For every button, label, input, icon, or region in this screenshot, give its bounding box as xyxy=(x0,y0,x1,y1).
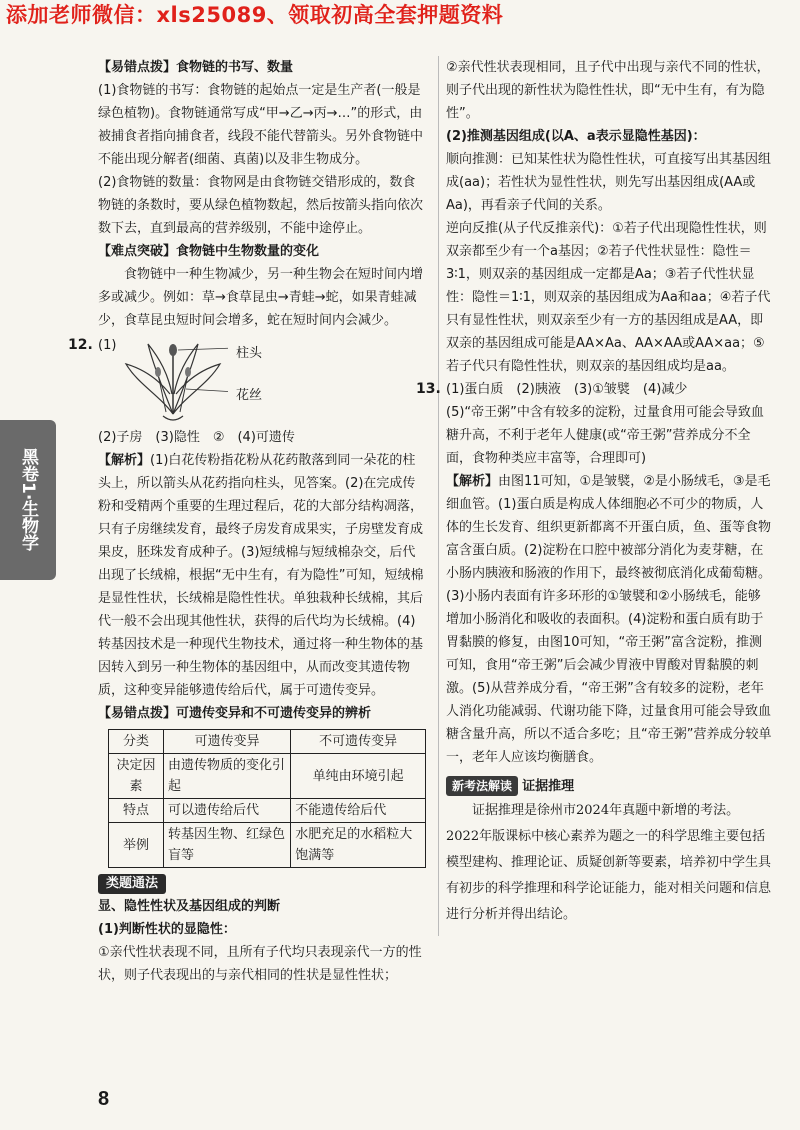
table-cell: 单纯由环境引起 xyxy=(291,754,426,799)
method-subtitle: (1)判断性状的显隐性： xyxy=(98,922,236,937)
table-header-cell: 可遗传变异 xyxy=(164,730,291,754)
q12-answers: (2)子房 (3)隐性 ② (4)可遗传 xyxy=(98,430,295,445)
question-number: 12. xyxy=(68,337,93,353)
tip1-para1: (1)食物链的书写：食物链的起始点一定是生产者(一般是绿色植物)。食物链通常写成“甲→乙→丙→…”的形式，由被捕食者指向捕食者，线段不能代替箭头。另外食物链中不能出现分解者(细菌、真菌)以及非生物成分。 xyxy=(98,83,424,167)
section-heading xyxy=(98,872,426,895)
table-header-cell: 分类 xyxy=(109,730,164,754)
tip2-heading xyxy=(98,240,426,263)
table-cell: 特点 xyxy=(109,799,164,823)
tip-title: 可遗传变异和不可遗传变异的辨析 xyxy=(176,706,372,721)
tip1-heading xyxy=(98,56,426,79)
right-column xyxy=(416,56,772,928)
stigma-label: 柱头 xyxy=(236,346,263,361)
tip-tag: 【易错点拨】 xyxy=(98,60,177,75)
question-13 xyxy=(416,378,772,769)
column-divider xyxy=(438,56,439,936)
new-method-heading xyxy=(446,775,772,798)
analysis-text: (1)白花传粉指花粉从花药散落到同一朵花的柱头上，所以箭头从花药指向柱头，见答案。(2)在完成传粉和受精两个重要的生理过程后，花的大部分结构凋落，只有子房继续发育，最终子房发育成果实，子房壁发育成果皮，胚珠发育成种子。(3)短绒棉与短绒棉杂交，后代出现了长绒棉，根据“无中生有，有为隐性”可知，短绒棉是显性性状，长绒棉是隐性性状。单独栽种长绒棉，其后代一般不会出现其他性状，获得的后代均为长绒棉。(4)转基因技术是一种现代生物技术，通过将一种生物体的基因转入到另一种生物体的基因组中，从而改变其遗传物质，这种变异能够遗传给后代，属于可遗传变异。 xyxy=(98,453,424,698)
question-12 xyxy=(68,334,426,702)
table-cell: 不能遗传给后代 xyxy=(291,799,426,823)
table-row xyxy=(109,823,426,868)
new-method-title: 证据推理 xyxy=(522,779,575,794)
table-cell: 由遗传物质的变化引起 xyxy=(164,754,291,799)
analysis-tag: 【解析】 xyxy=(446,474,499,489)
new-method-badge: 新考法解读 xyxy=(446,776,518,796)
right-para3: 逆向反推(从子代反推亲代)：①若子代出现隐性性状，则双亲都至少有一个a基因；②若子代性状显性：隐性＝3∶1，则双亲的基因组成一定都是Aa；③若子代性状显性：隐性＝1∶1，则双亲的基因组成为Aa和aa；④若子代只有显性性状，则双亲至少有一方的基因组成是AA，即双亲的基因组成可能是AA×Aa、AA×AA或AA×aa；⑤若子代只有隐性性状，则双亲的基因组成均是aa。 xyxy=(446,221,771,374)
q13-answers: (1)蛋白质 (2)胰液 (3)①皱襞 (4)减少 xyxy=(446,382,688,397)
tip-title: 食物链的书写、数量 xyxy=(176,60,294,75)
right-para2: 顺向推测：已知某性状为隐性性状，可直接写出其基因组成(aa)；若性状为显性性状，则先写出基因组成(AA或Aa)，再看亲子代间的关系。 xyxy=(446,152,772,213)
q13-analysis xyxy=(446,470,772,769)
flower-diagram-icon xyxy=(118,334,228,424)
right-subtitle2: (2)推测基因组成(以A、a表示显隐性基因)： xyxy=(446,129,706,144)
table-cell: 举例 xyxy=(109,823,164,868)
section-label: 类题通法 xyxy=(98,874,166,894)
filament-label: 花丝 xyxy=(236,388,263,403)
tip1-para2: (2)食物链的数量：食物网是由食物链交错形成的，数食物链的条数时，要从绿色植物数起，然后按箭头指向依次数下去，直到最高的营养级别，不能中途停止。 xyxy=(98,175,424,236)
variation-comparison-table xyxy=(108,729,426,868)
table-header-cell: 不可遗传变异 xyxy=(291,730,426,754)
table-row xyxy=(109,799,426,823)
analysis-text: 由图11可知，①是皱襞，②是小肠绒毛，③是毛细血管。(1)蛋白质是构成人体细胞必不可少的物质，人体的生长发育、组织更新都离不开蛋白质，鱼、蛋等食物富含蛋白质。(2)淀粉在口腔中被部分消化为麦芽糖，在小肠内胰液和肠液的作用下，最终被彻底消化成葡萄糖。(3)小肠内表面有许多环形的①皱襞和②小肠绒毛，能够增加小肠消化和吸收的表面积。(4)淀粉和蛋白质有助于胃黏膜的修复，由图10可知，“帝王粥”富含淀粉，推测可知，食用“帝王粥”后会减少胃液中胃酸对胃黏膜的刺激。(5)从营养成分看，“帝王粥”含有较多的淀粉，老年人消化功能减弱、代谢功能下降，过量食用可能会导致血糖含量升高，所以不适合多吃；且“帝王粥”营养成分较单一，老年人应该均衡膳食。 xyxy=(446,474,772,765)
method-para1: ①亲代性状表现不同，且所有子代均只表现亲代一方的性状，则子代表现出的与亲代相同的性状是显性性状； xyxy=(98,945,422,983)
table-row xyxy=(109,754,426,799)
flower-figure xyxy=(98,334,426,426)
table-cell: 可以遗传给后代 xyxy=(164,799,291,823)
method-title: 显、隐性性状及基因组成的判断 xyxy=(98,899,281,914)
table-header-row xyxy=(109,730,426,754)
analysis-tag: 【解析】 xyxy=(98,453,151,468)
watermark-banner: 添加老师微信：xls25089、领取初高全套押题资料 xyxy=(6,3,504,27)
side-tab: 黑卷1·生物学 xyxy=(0,420,56,580)
table-cell: 决定因素 xyxy=(109,754,164,799)
page-number: 8 xyxy=(98,1088,110,1110)
tip-tag: 【难点突破】 xyxy=(98,244,177,259)
tip2-para1: 食物链中一种生物减少，另一种生物会在短时间内增多或减少。例如：草→食草昆虫→青蛙→蛇，如果青蛙减少，食草昆虫短时间会增多，蛇在短时间内会减少。 xyxy=(98,267,424,328)
table-cell: 水肥充足的水稻粒大饱满等 xyxy=(291,823,426,868)
right-para1: ②亲代性状表现相同，且子代中出现与亲代不同的性状，则子代出现的新性状为隐性性状，即“无中生有，有为隐性”。 xyxy=(446,60,770,121)
handwritten-note: 证据推理是徐州市2024年真题中新增的考法。2022年版课标中核心素养为题之一的科学思维主要包括模型建构、推理论证、质疑创新等要素，培养初中学生具有初步的科学推理和科学论证能力，能对相关问题和信息进行分析并得出结论。 xyxy=(446,803,772,922)
tip3-heading xyxy=(98,702,426,725)
left-column xyxy=(68,56,426,987)
question-number: 13. xyxy=(416,381,441,397)
q13-part5: (5)“帝王粥”中含有较多的淀粉，过量食用可能会导致血糖升高，不利于老年人健康(或“帝王粥”营养成分不全面，食物种类应丰富等，合理即可) xyxy=(446,405,764,466)
tip-tag: 【易错点拨】 xyxy=(98,706,177,721)
part-label: (1) xyxy=(98,338,117,353)
tip-title: 食物链中生物数量的变化 xyxy=(176,244,320,259)
table-cell: 转基因生物、红绿色盲等 xyxy=(164,823,291,868)
q12-analysis xyxy=(98,449,426,702)
